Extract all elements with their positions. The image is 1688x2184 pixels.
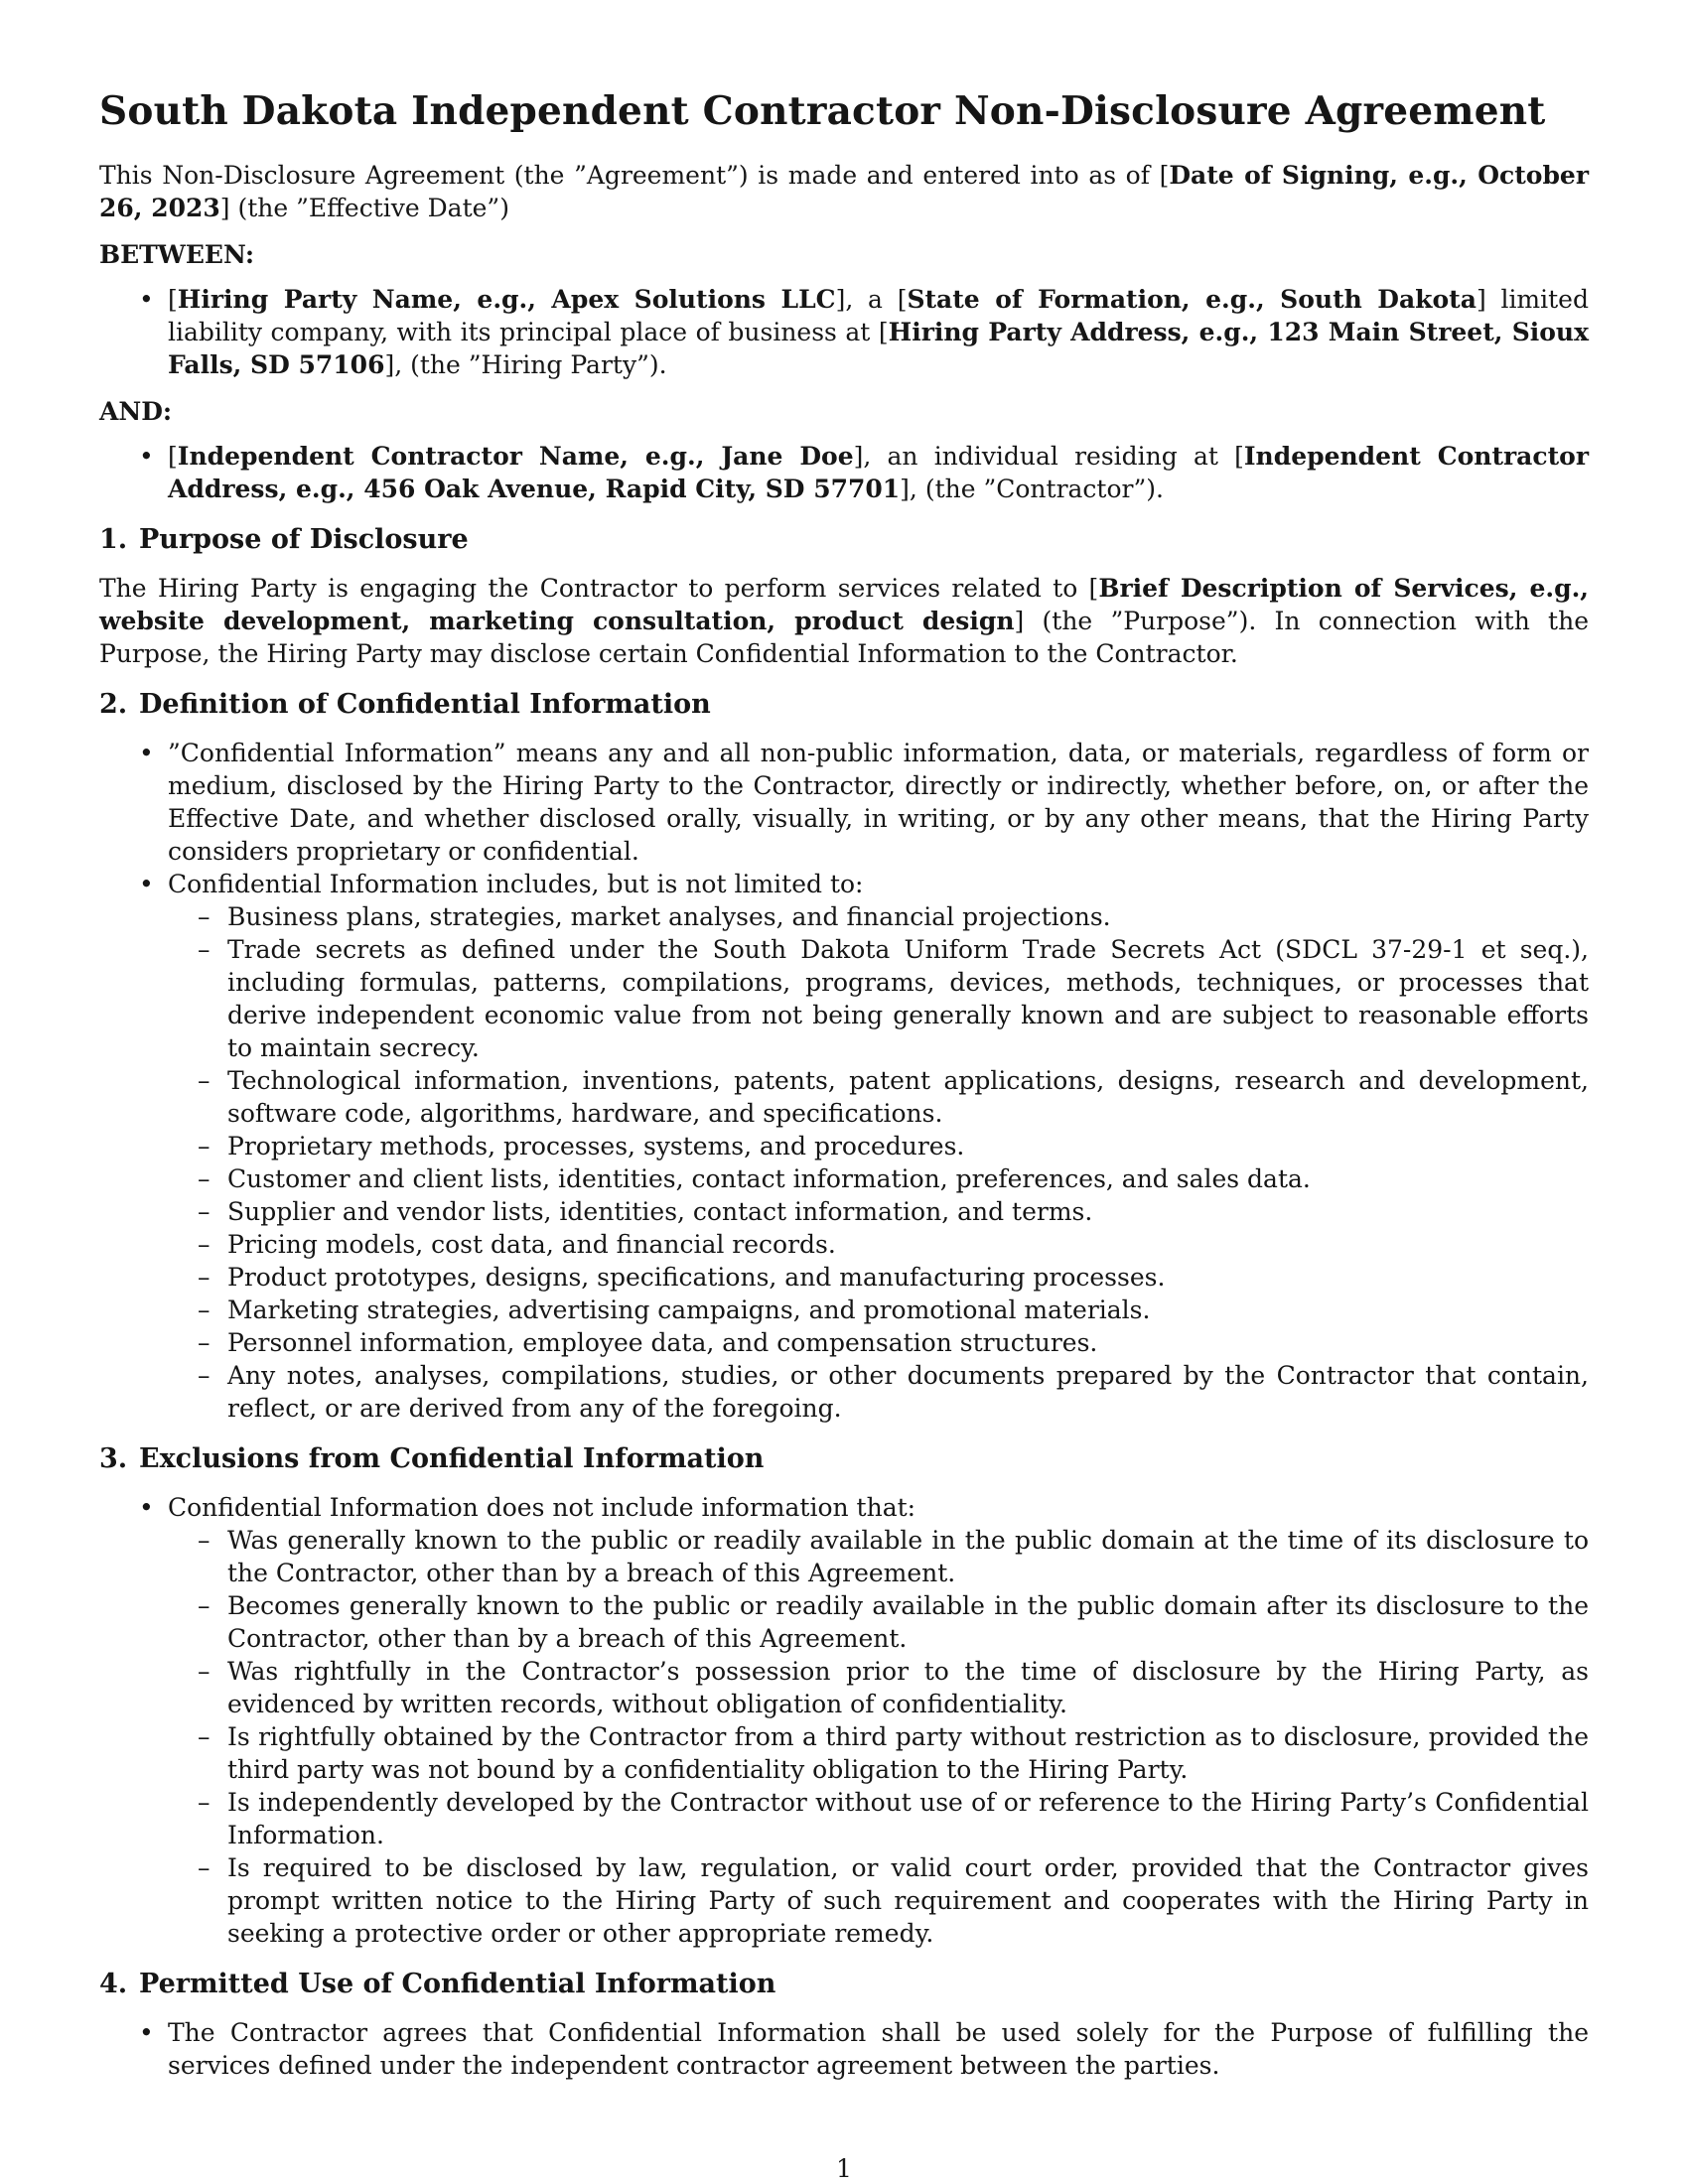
document-page bbox=[99, 87, 1589, 2082]
list-item: – Is required to be disclosed by law, regulation, or valid court order, provided that the Contractor gives prompt written notice to the Hiring Party of such requirement and cooperates with the Hiring Party in seeking a protective order or other appropriate remedy. bbox=[168, 1851, 1589, 1950]
section-3-heading: 3. Exclusions from Confidential Information bbox=[99, 1443, 765, 1474]
intro-paragraph: This Non-Disclosure Agreement (the ”Agreement”) is made and entered into as of [Date of Signing, e.g., October 26, 2023] (the ”Effective Date”) bbox=[99, 161, 1589, 222]
list-item: • Confidential Information includes, but is not limited to: – Business plans, strategies, market analyses, and financial projections. – Trade secrets as defined under the South Dakota Uniform Trade Secrets Act (SDCL 37-29-1 et seq.), including formulas, patterns, compilations, programs, devices, methods, techniques, or processes that derive independent economic value from not being generally known and are subject to reasonable efforts to maintain secrecy. – Technological information, inventions, patents, patent applications, designs, research and development, software code, algorithms, hardware, and specifications. – Proprietary methods, processes, systems, and procedures. – Customer and client lists, identities, contact information, preferences, and sales data. – Supplier and vendor lists, identities, contact information, and terms. – Pricing models, cost data, and financial records. – Product prototypes, designs, specifications, and manufacturing processes. – Marketing strategies, advertising campaigns, and promotional materials. – Personnel information, employee data, and compensation structures. – Any notes, analyses, compilations, studies, or other documents prepared by the Contractor that contain, reflect, or are derived from any of the foregoing. bbox=[99, 868, 1589, 1425]
between-label: BETWEEN: bbox=[99, 240, 255, 269]
and-label: AND: bbox=[99, 397, 173, 426]
list-item: – Was rightfully in the Contractor’s possession prior to the time of disclosure by the Hiring Party, as evidenced by written records, without obligation of confidentiality. bbox=[168, 1655, 1589, 1720]
list-item: • Confidential Information does not include information that: – Was generally known to the public or readily available in the public domain at the time of its disclosure to the Contractor, other than by a breach of this Agreement. – Becomes generally known to the public or readily available in the public domain after its disclosure to the Contractor, other than by a breach of this Agreement. – Was rightfully in the Contractor’s possession prior to the time of disclosure by the Hiring Party, as evidenced by written records, without obligation of confidentiality. – Is rightfully obtained by the Contractor from a third party without restriction as to disclosure, provided the third party was not bound by a confidentiality obligation to the Hiring Party. – Is independently developed by the Contractor without use of or reference to the Hiring Party’s Confidential Information. – Is required to be disclosed by law, regulation, or valid court order, provided that the Contractor gives prompt written notice to the Hiring Party of such requirement and cooperates with the Hiring Party in seeking a protective order or other appropriate remedy. bbox=[99, 1491, 1589, 1950]
list-item: – Trade secrets as defined under the South Dakota Uniform Trade Secrets Act (SDCL 37-29-1 et seq.), including formulas, patterns, compilations, programs, devices, methods, techniques, or processes that derive independent economic value from not being generally known and are subject to reasonable efforts to maintain secrecy. bbox=[168, 933, 1589, 1064]
list-item: – Becomes generally known to the public or readily available in the public domain after its disclosure to the Contractor, other than by a breach of this Agreement. bbox=[168, 1589, 1589, 1655]
hiring-party-item: • [Hiring Party Name, e.g., Apex Solutions LLC], a [State of Formation, e.g., South Dakota] limited liability company, with its principal place of business at [Hiring Party Address, e.g., 123 Main Street, Sioux Falls, SD 57106], (the ”Hiring Party”). bbox=[99, 283, 1589, 381]
section-2-sublist bbox=[168, 900, 1589, 1425]
list-item: • The Contractor agrees that Confidential Information shall be used solely for the Purpose of fulfilling the services defined under the independent contractor agreement between the parties. bbox=[99, 2016, 1589, 2082]
section-2-heading: 2. Definition of Confidential Information bbox=[99, 689, 711, 720]
section-1-heading: 1. Purpose of Disclosure bbox=[99, 524, 469, 555]
list-item: – Pricing models, cost data, and financial records. bbox=[168, 1228, 1589, 1261]
section-4-list bbox=[99, 2016, 1589, 2082]
list-item: – Any notes, analyses, compilations, studies, or other documents prepared by the Contractor that contain, reflect, or are derived from any of the foregoing. bbox=[168, 1359, 1589, 1425]
document-title: South Dakota Independent Contractor Non-Disclosure Agreement bbox=[99, 88, 1546, 134]
list-item: – Technological information, inventions, patents, patent applications, designs, research and development, software code, algorithms, hardware, and specifications. bbox=[168, 1064, 1589, 1130]
effective-date-placeholder: Date of Signing, e.g., October 26, 2023 bbox=[99, 161, 1589, 222]
contractor-list bbox=[99, 440, 1589, 505]
list-item: – Personnel information, employee data, and compensation structures. bbox=[168, 1326, 1589, 1359]
contractor-item: • [Independent Contractor Name, e.g., Jane Doe], an individual residing at [Independent Contractor Address, e.g., 456 Oak Avenue, Rapid City, SD 57701], (the ”Contractor”). bbox=[99, 440, 1589, 505]
list-item: – Customer and client lists, identities, contact information, preferences, and sales data. bbox=[168, 1162, 1589, 1195]
list-item: – Business plans, strategies, market analyses, and financial projections. bbox=[168, 900, 1589, 933]
section-3-sublist bbox=[168, 1524, 1589, 1950]
list-item: – Supplier and vendor lists, identities, contact information, and terms. bbox=[168, 1195, 1589, 1228]
section-4-heading: 4. Permitted Use of Confidential Information bbox=[99, 1969, 776, 1999]
list-item: – Was generally known to the public or readily available in the public domain at the time of its disclosure to the Contractor, other than by a breach of this Agreement. bbox=[168, 1524, 1589, 1589]
list-item: – Proprietary methods, processes, systems, and procedures. bbox=[168, 1130, 1589, 1162]
section-1-paragraph: The Hiring Party is engaging the Contractor to perform services related to [Brief Description of Services, e.g., website development, marketing consultation, product design] (the ”Purpose”). In connection with the Purpose, the Hiring Party may disclose certain Confidential Information to the Contractor. bbox=[99, 574, 1589, 668]
section-2-list bbox=[99, 737, 1589, 1425]
list-item: – Is rightfully obtained by the Contractor from a third party without restriction as to disclosure, provided the third party was not bound by a confidentiality obligation to the Hiring Party. bbox=[168, 1720, 1589, 1786]
hiring-party-list bbox=[99, 283, 1589, 381]
list-item: – Is independently developed by the Contractor without use of or reference to the Hiring Party’s Confidential Information. bbox=[168, 1786, 1589, 1851]
list-item: • ”Confidential Information” means any and all non-public information, data, or materials, regardless of form or medium, disclosed by the Hiring Party to the Contractor, directly or indirectly, whether before, on, or after the Effective Date, and whether disclosed orally, visually, in writing, or by any other means, that the Hiring Party considers proprietary or confidential. bbox=[99, 737, 1589, 868]
list-item: – Product prototypes, designs, specifications, and manufacturing processes. bbox=[168, 1261, 1589, 1294]
section-3-list bbox=[99, 1491, 1589, 1950]
page-number: 1 bbox=[836, 2154, 852, 2183]
list-item: – Marketing strategies, advertising campaigns, and promotional materials. bbox=[168, 1294, 1589, 1326]
